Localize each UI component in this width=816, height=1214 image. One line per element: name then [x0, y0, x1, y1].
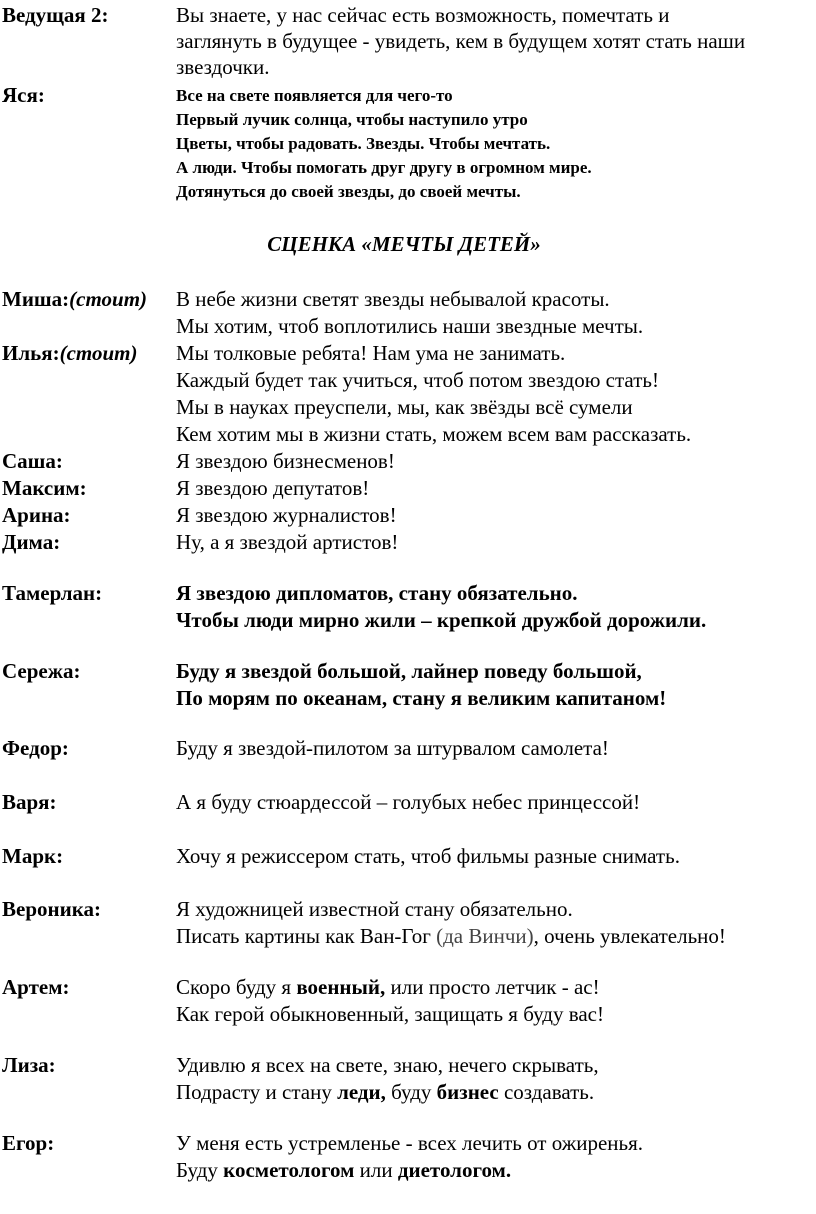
speech-line: Я звездою дипломатов, стану обязательно.: [176, 581, 578, 605]
emphasis-text: леди,: [337, 1080, 386, 1104]
speech-lines: [176, 896, 808, 950]
speaker-name: Марк:: [2, 844, 64, 868]
emphasis-text: диетологом.: [397, 1158, 512, 1182]
speech-line: Мы толковые ребята! Нам ума не занимать.: [176, 341, 566, 365]
speech-line: А люди. Чтобы помогать друг другу в огромном мире.: [176, 158, 592, 177]
speech-line: Удивлю я всех на свете, знаю, нечего скрывать,: [176, 1053, 599, 1077]
speech-lines: [176, 974, 808, 1028]
stage-direction: (стоит): [69, 287, 148, 311]
speech-line: Я художницей известной стану обязательно.: [176, 897, 573, 921]
emphasis-text: бизнес: [436, 1080, 499, 1104]
speech-lines: [176, 84, 808, 204]
speaker-name: Вероника:: [2, 897, 101, 921]
speaker-name: Саша:: [2, 449, 63, 473]
speech-lines: [176, 340, 808, 448]
speaker-name: Арина:: [2, 503, 71, 527]
speech-line: Как герой обыкновенный, защищать я буду вас!: [176, 1002, 604, 1026]
speech-line: Писать картины как Ван-Гог (да Винчи), очень увлекательно!: [176, 924, 726, 948]
emphasis-text: косметологом: [223, 1158, 355, 1182]
speaker-name: Максим:: [2, 476, 87, 500]
speech-lines: [176, 580, 808, 634]
speech-line: Я звездою депутатов!: [176, 476, 370, 500]
speaker-name: Артем:: [2, 975, 70, 999]
speech-line: Я звездою журналистов!: [176, 503, 397, 527]
speech-line: По морям по океанам, стану я великим капитаном!: [176, 686, 667, 710]
speaker-name: Илья:(стоит): [2, 341, 138, 365]
speech-line: У меня есть устремленье - всех лечить от ожиренья.: [176, 1131, 644, 1155]
speaker-name: Егор:: [2, 1131, 55, 1155]
speech-line: Я звездою бизнесменов!: [176, 449, 395, 473]
speech-lines: [176, 1052, 808, 1106]
emphasis-text: военный,: [296, 975, 386, 999]
speech-line: Вы знаете, у нас сейчас есть возможность, помечтать и: [176, 3, 670, 27]
speech-line: звездочки.: [176, 55, 270, 79]
speech-lines: [176, 735, 808, 762]
speech-line: Мы в науках преуспели, мы, как звёзды всё сумели: [176, 395, 633, 419]
speech-lines: [176, 286, 808, 340]
speaker-name: Ведущая 2:: [2, 3, 109, 27]
speech-line: Буду я звездой большой, лайнер поведу большой,: [176, 659, 642, 683]
speech-lines: [176, 2, 808, 80]
speaker-name: Тамерлан:: [2, 581, 103, 605]
speech-line: Мы хотим, чтоб воплотились наши звездные мечты.: [176, 314, 644, 338]
speaker-name: Сережа:: [2, 659, 81, 683]
speech-line: Каждый будет так учиться, чтоб потом звездою стать!: [176, 368, 659, 392]
speech-lines: [176, 502, 808, 529]
speaker-name: Яся:: [2, 83, 45, 107]
speech-lines: [176, 789, 808, 816]
speech-line: Первый лучик солнца, чтобы наступило утро: [176, 110, 528, 129]
speech-lines: [176, 843, 808, 870]
speech-line: В небе жизни светят звезды небывалой красоты.: [176, 287, 610, 311]
speech-line: Хочу я режиссером стать, чтоб фильмы разные снимать.: [176, 844, 680, 868]
speech-lines: [176, 529, 808, 556]
scene-title: СЦЕНКА «МЕЧТЫ ДЕТЕЙ»: [267, 232, 541, 256]
speaker-name: Лиза:: [2, 1053, 56, 1077]
speech-line: Цветы, чтобы радовать. Звезды. Чтобы мечтать.: [176, 134, 551, 153]
speech-line: Кем хотим мы в жизни стать, можем всем вам рассказать.: [176, 422, 692, 446]
speech-line: Дотянуться до своей звезды, до своей мечты.: [176, 182, 521, 201]
speech-line: Буду косметологом или диетологом.: [176, 1158, 512, 1182]
speech-lines: [176, 448, 808, 475]
speech-lines: [176, 1130, 808, 1184]
speech-line: Подрасту и стану леди, буду бизнес создавать.: [176, 1080, 595, 1104]
speech-line: Буду я звездой-пилотом за штурвалом самолета!: [176, 736, 609, 760]
speech-line: Все на свете появляется для чего-то: [176, 86, 453, 105]
stage-direction: (стоит): [59, 341, 138, 365]
speaker-name: Миша:(стоит): [2, 287, 148, 311]
aside-text: (да Винчи): [436, 924, 534, 948]
speaker-name: Дима:: [2, 530, 61, 554]
speaker-name: Варя:: [2, 790, 57, 814]
speech-line: Чтобы люди мирно жили – крепкой дружбой дорожили.: [176, 608, 707, 632]
speaker-name: Федор:: [2, 736, 69, 760]
speech-lines: [176, 475, 808, 502]
speech-lines: [176, 658, 808, 712]
speech-line: Скоро буду я военный, или просто летчик - ас!: [176, 975, 600, 999]
speech-line: заглянуть в будущее - увидеть, кем в будущем хотят стать наши: [176, 29, 746, 53]
speech-line: Ну, а я звездой артистов!: [176, 530, 399, 554]
speech-line: А я буду стюардессой – голубых небес принцессой!: [176, 790, 641, 814]
